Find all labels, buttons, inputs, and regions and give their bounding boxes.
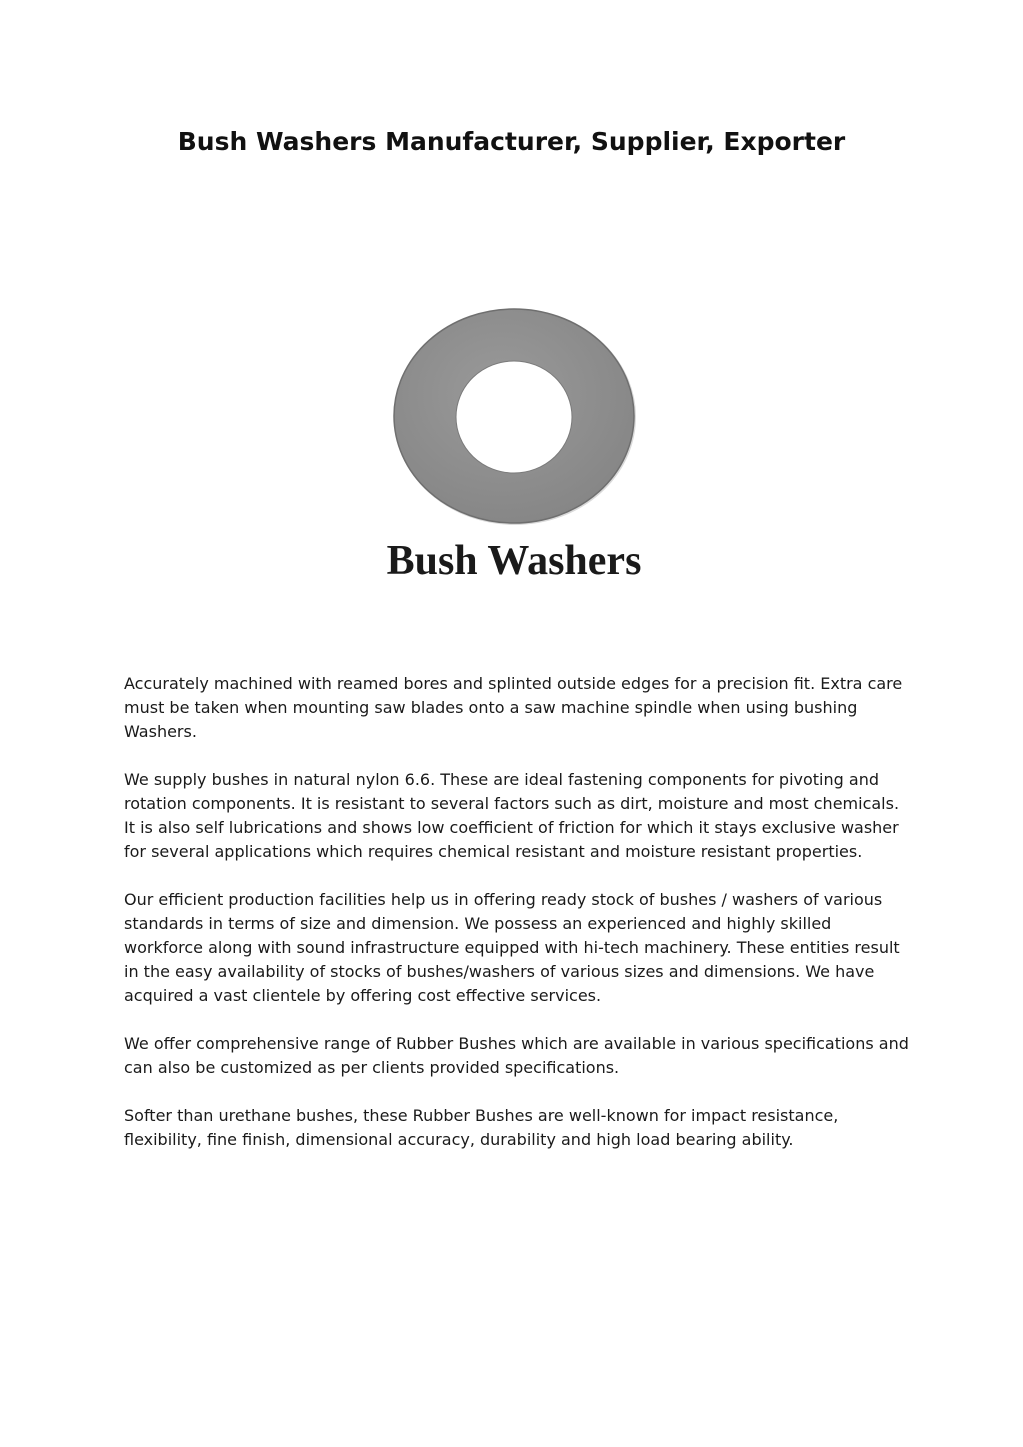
paragraph: Our efficient production facilities help us in offering ready stock of bushes / washers of various standards in terms of size and dimension. We possess an experienced and highly skilled workforce along with sound infrastructure equipped with hi-tech machinery. These entities result in the easy availability of stocks of bushes/washers of various sizes and dimensions. We have acquired a vast clientele by offering cost effective services. bbox=[124, 890, 900, 1005]
image-caption: Bush Washers bbox=[386, 538, 642, 584]
paragraph: Softer than urethane bushes, these Rubber Bushes are well-known for impact resistance, flexibility, fine finish, dimensional accuracy, durability and high load bearing ability. bbox=[124, 1106, 839, 1149]
product-image bbox=[126, 240, 904, 652]
article-body bbox=[124, 672, 914, 1176]
washer-graphic bbox=[394, 309, 636, 525]
paragraph: Accurately machined with reamed bores and splinted outside edges for a precision fit. Extra care must be taken when mounting saw blades onto a saw machine spindle when using bushing Washers. bbox=[124, 674, 903, 741]
paragraph: We supply bushes in natural nylon 6.6. These are ideal fastening components for pivoting and rotation components. It is resistant to several factors such as dirt, moisture and most chemicals. It is also self lubrications and shows low coefficient of friction for which it stays exclusive washer for several applications which requires chemical resistant and moisture resistant properties. bbox=[124, 770, 900, 861]
page-title: Bush Washers Manufacturer, Supplier, Exporter bbox=[177, 127, 846, 156]
paragraph: We offer comprehensive range of Rubber Bushes which are available in various specifications and can also be customized as per clients provided specifications. bbox=[124, 1034, 909, 1077]
